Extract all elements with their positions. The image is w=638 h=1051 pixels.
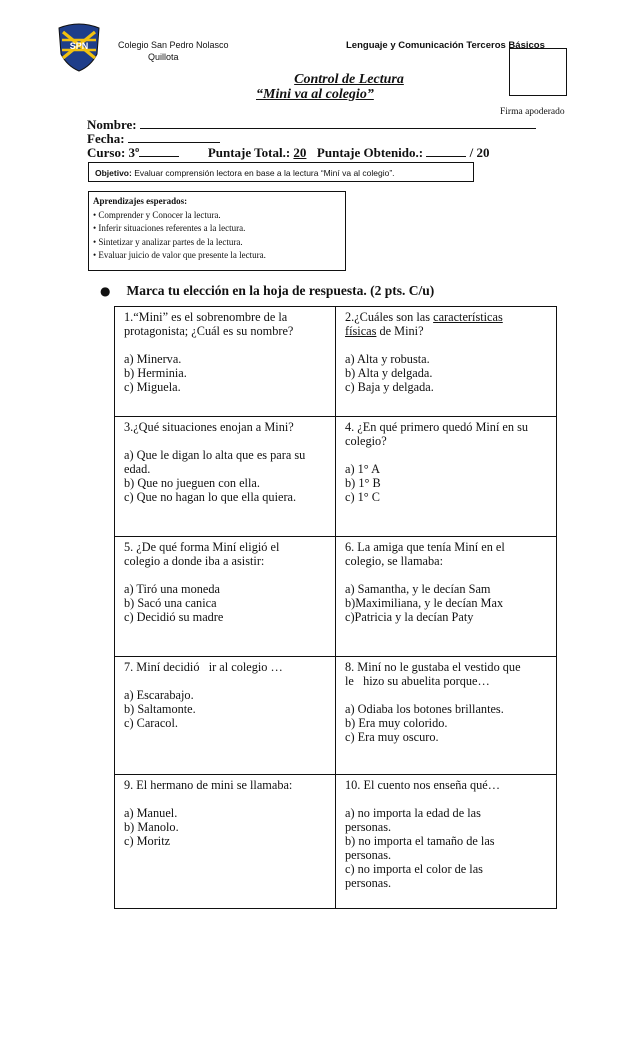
question-cell [115, 537, 336, 657]
table-row [115, 417, 557, 537]
answer-option: personas. [345, 848, 392, 862]
question-cell [336, 537, 557, 657]
answer-option: a) Escarabajo. [124, 688, 194, 702]
answer-option: c) Baja y delgada. [345, 380, 434, 394]
puntaje-total-label: Puntaje Total.: [207, 145, 291, 160]
question-text: 1.“Mini” es el sobrenombre de la [124, 310, 288, 324]
puntaje-obtenido-label: Puntaje Obtenido.: [316, 145, 424, 160]
spacer [345, 448, 550, 462]
answer-option: a) Alta y robusta. [345, 352, 430, 366]
learning-outcome-item: • Inferir situaciones referentes a la lectura. [93, 223, 246, 233]
answer-option: c) 1° C [345, 490, 380, 504]
questions-table [114, 306, 557, 909]
underlined-term: físicas [345, 324, 377, 338]
learning-outcome-item: • Evaluar juicio de valor que presente la lectura. [93, 250, 266, 260]
question-text: colegio? [345, 434, 387, 448]
school-logo [57, 22, 101, 72]
answer-option: c) Caracol. [124, 716, 178, 730]
question-text: 8. Miní no le gustaba el vestido que [345, 660, 521, 674]
question-text: 6. La amiga que tenía Miní en el [345, 540, 505, 554]
question-text: protagonista; ¿Cuál es su nombre? [124, 324, 294, 338]
spacer [124, 434, 329, 448]
question-cell [336, 775, 557, 909]
question-text: 4. ¿En qué primero quedó Miní en su [345, 420, 529, 434]
learning-outcome-item: • Comprender y Conocer la lectura. [93, 209, 221, 220]
answer-option: personas. [345, 820, 392, 834]
question-cell [115, 417, 336, 537]
answer-option: c)Patricia y la decían Paty [345, 610, 474, 624]
question-text: le hizo su abuelita porque… [345, 674, 490, 688]
spacer [124, 674, 329, 688]
question-text: 7. Miní decidió ir al colegio … [124, 660, 283, 674]
learning-outcome-item: • Sintetizar y analizar partes de la lectura. [93, 236, 243, 247]
svg-text:SPN: SPN [69, 41, 89, 51]
instruction [100, 283, 434, 299]
question-cell [115, 657, 336, 775]
question-text: físicas de Mini? [345, 324, 424, 338]
answer-option: b) Alta y delgada. [345, 366, 433, 380]
answer-option: a) Minerva. [124, 352, 182, 366]
curso-label: Curso: 3º [87, 145, 140, 160]
bullet-icon: ● [100, 284, 111, 298]
spacer [124, 792, 329, 806]
learning-outcomes-box [88, 191, 346, 271]
answer-option: c) Miguela. [124, 380, 181, 394]
answer-option: a) Samantha, y le decían Sam [345, 582, 491, 596]
answer-option: b) no importa el tamaño de las [345, 834, 495, 848]
objective-label: Objetivo: [95, 168, 132, 178]
question-cell [336, 307, 557, 417]
table-row [115, 775, 557, 909]
fecha-label: Fecha: [87, 131, 125, 146]
answer-option: b) Sacó una canica [124, 596, 217, 610]
answer-option: c) no importa el color de las [345, 862, 483, 876]
question-cell [115, 307, 336, 417]
table-row [115, 657, 557, 775]
curso-blank[interactable] [139, 146, 179, 157]
question-text: 2.¿Cuáles son las características [345, 310, 503, 324]
question-text: colegio, se llamaba: [345, 554, 443, 568]
spacer [345, 688, 550, 702]
question-text: 10. El cuento nos enseña qué… [345, 778, 501, 792]
school-name: Colegio San Pedro Nolasco [118, 40, 229, 50]
answer-option: c) Que no hagan lo que ella quiera. [124, 490, 297, 504]
answer-option: b) Saltamonte. [124, 702, 196, 716]
answer-option: a) no importa la edad de las [345, 806, 481, 820]
underlined-term: características [433, 310, 503, 324]
answer-option: b) Manolo. [124, 820, 179, 834]
spacer [345, 338, 550, 352]
question-cell [336, 417, 557, 537]
subject-heading: Lenguaje y Comunicación Terceros Básicos [346, 40, 545, 51]
answer-option: b) 1° B [345, 476, 381, 490]
answer-option: a) Odiaba los botones brillantes. [345, 702, 504, 716]
objective-text: Evaluar comprensión lectora en base a la lectura “Miní va al colegio”. [134, 168, 395, 178]
answer-option: a) Que le digan lo alta que es para su [124, 448, 306, 462]
spacer [124, 338, 329, 352]
fecha-blank[interactable] [128, 132, 220, 143]
answer-option: b) Era muy colorido. [345, 716, 448, 730]
answer-option: b)Maximiliana, y le decían Max [345, 596, 504, 610]
table-row [115, 537, 557, 657]
nombre-label: Nombre: [87, 117, 137, 132]
spacer [124, 568, 329, 582]
question-text: 5. ¿De qué forma Miní eligió el [124, 540, 280, 554]
signature-label: Firma apoderado [500, 107, 565, 117]
answer-option: personas. [345, 876, 392, 890]
puntaje-obtenido-blank[interactable] [426, 146, 466, 157]
puntaje-obtenido-suffix: / 20 [469, 145, 490, 160]
objective-box [88, 162, 474, 182]
learning-outcomes-title: Aprendizajes esperados: [93, 196, 188, 206]
question-text: colegio a donde iba a asistir: [124, 554, 265, 568]
question-cell [336, 657, 557, 775]
table-row [115, 307, 557, 417]
answer-option: a) Tiró una moneda [124, 582, 220, 596]
question-cell [115, 775, 336, 909]
spacer [345, 792, 550, 806]
answer-option: c) Moritz [124, 834, 171, 848]
instruction-text: Marca tu elección en la hoja de respuesta. (2 pts. C/u) [126, 283, 435, 298]
answer-option: c) Era muy oscuro. [345, 730, 439, 744]
question-text: 9. El hermano de mini se llamaba: [124, 778, 293, 792]
answer-option: a) 1° A [345, 462, 380, 476]
nombre-blank[interactable] [140, 118, 536, 129]
page-subtitle: “Mini va al colegio” [256, 87, 374, 102]
question-text: 3.¿Qué situaciones enojan a Mini? [124, 420, 294, 434]
answer-option: edad. [124, 462, 151, 476]
school-city: Quillota [148, 52, 179, 62]
puntaje-total-value: 20 [293, 145, 307, 160]
spacer [345, 568, 550, 582]
curso-row [87, 145, 607, 161]
answer-option: c) Decidió su madre [124, 610, 224, 624]
answer-option: b) Herminia. [124, 366, 187, 380]
page-title: Control de Lectura [294, 72, 404, 87]
answer-option: b) Que no jueguen con ella. [124, 476, 260, 490]
answer-option: a) Manuel. [124, 806, 178, 820]
